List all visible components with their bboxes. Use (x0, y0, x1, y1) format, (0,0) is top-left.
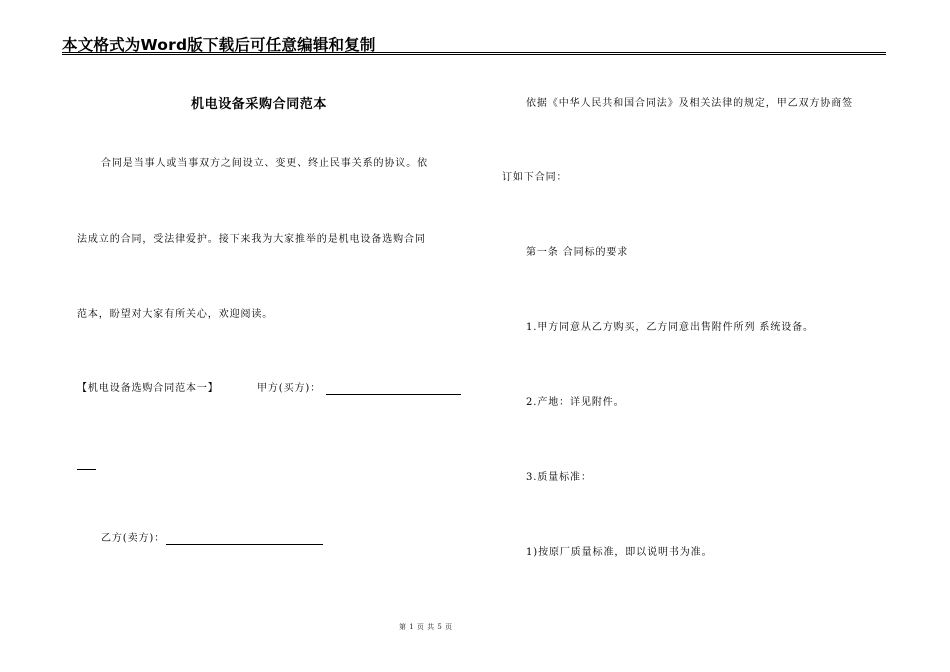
banner-divider (62, 52, 886, 55)
right-line-2: 订如下合同： (502, 172, 568, 183)
document-title: 机电设备采购合同范本 (191, 97, 328, 112)
intro-line-1: 合同是当事人或当事双方之间设立、变更、终止民事关系的协议。依 (101, 158, 428, 169)
document-banner: 本文格式为Word版下载后可任意编辑和复制 (62, 36, 376, 54)
intro-line-2: 法成立的合同，受法律爱护。接下来我为大家推举的是机电设备选购合同 (77, 234, 426, 245)
clause-3-1: 1)按原厂质量标准，即以说明书为准。 (526, 547, 713, 558)
right-line-1: 依据《中华人民共和国合同法》及相关法律的规定，甲乙双方协商签 (526, 98, 853, 109)
party-a-blank-continued (77, 455, 96, 474)
article-1-heading: 第一条 合同标的要求 (526, 247, 629, 258)
page-footer: 第 1 页 共 5 页 (399, 623, 453, 631)
party-a-label: 甲方(买方)： (257, 383, 322, 394)
clause-2: 2.产地：详见附件。 (526, 397, 625, 408)
intro-line-3: 范本，盼望对大家有所关心，欢迎阅读。 (77, 309, 274, 320)
section-header: 【机电设备选购合同范本一】 (77, 383, 219, 394)
party-b-blank (166, 530, 323, 549)
party-b-label: 乙方(卖方)： (101, 533, 166, 544)
clause-3: 3.质量标准： (526, 472, 592, 483)
party-a-blank (326, 380, 461, 399)
clause-1: 1.甲方同意从乙方购买，乙方同意出售附件所列 系统设备。 (526, 322, 814, 333)
